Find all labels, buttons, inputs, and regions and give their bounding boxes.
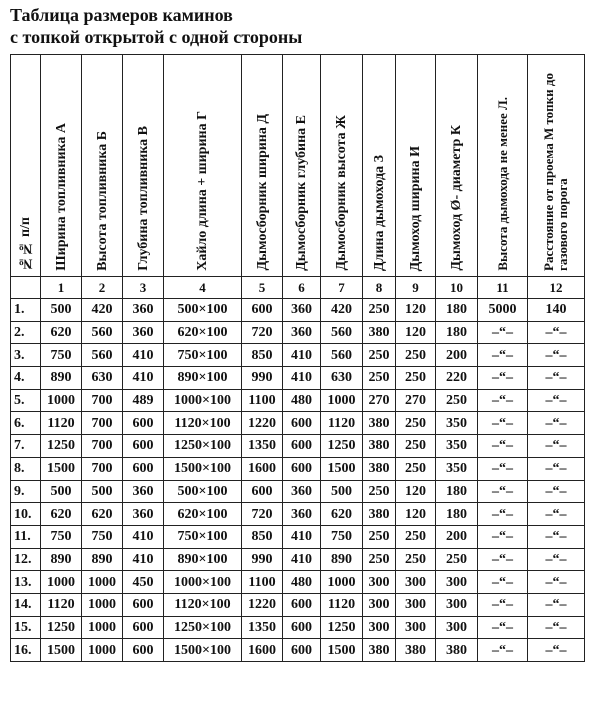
table-cell: 1120 xyxy=(41,593,82,616)
table-cell: 410 xyxy=(123,525,164,548)
table-cell: 450 xyxy=(123,571,164,594)
table-cell: 360 xyxy=(283,503,321,526)
table-cell: 700 xyxy=(82,389,123,412)
header-cell xyxy=(436,55,478,277)
table-cell: 600 xyxy=(283,616,321,639)
table-cell: 1000 xyxy=(82,616,123,639)
table-cell: 410 xyxy=(283,367,321,390)
header-row xyxy=(11,55,585,277)
column-number: 3 xyxy=(123,277,164,299)
header-cell xyxy=(283,55,321,277)
row-number-cell: 4. xyxy=(11,367,41,390)
table-cell: 890 xyxy=(41,548,82,571)
table-cell: 750×100 xyxy=(164,525,242,548)
column-number: 12 xyxy=(528,277,585,299)
header-cell xyxy=(396,55,436,277)
table-cell: 410 xyxy=(123,548,164,571)
column-number: 8 xyxy=(363,277,396,299)
column-number: 4 xyxy=(164,277,242,299)
table-cell: 250 xyxy=(363,367,396,390)
table-cell: 1100 xyxy=(242,571,283,594)
table-cell: –“– xyxy=(478,321,528,344)
header-cell xyxy=(82,55,123,277)
table-row xyxy=(11,480,585,503)
table-cell: 120 xyxy=(396,321,436,344)
table-cell: 1000 xyxy=(321,571,363,594)
table-cell: 300 xyxy=(396,571,436,594)
table-cell: –“– xyxy=(478,389,528,412)
table-cell: 300 xyxy=(363,593,396,616)
table-cell: 380 xyxy=(363,457,396,480)
column-number: 11 xyxy=(478,277,528,299)
table-cell: 560 xyxy=(321,321,363,344)
fireplace-size-table xyxy=(10,54,585,662)
table-cell: 180 xyxy=(436,321,478,344)
table-cell: 1120×100 xyxy=(164,593,242,616)
table-cell: –“– xyxy=(528,321,585,344)
table-row xyxy=(11,503,585,526)
table-cell: 250 xyxy=(363,344,396,367)
table-cell: 600 xyxy=(283,593,321,616)
table-cell: 1120×100 xyxy=(164,412,242,435)
table-cell: –“– xyxy=(528,548,585,571)
table-cell: 380 xyxy=(363,435,396,458)
table-cell: 350 xyxy=(436,412,478,435)
column-number: 6 xyxy=(283,277,321,299)
table-cell: 1220 xyxy=(242,593,283,616)
table-cell: 480 xyxy=(283,571,321,594)
table-cell: 300 xyxy=(436,616,478,639)
table-cell: 620×100 xyxy=(164,503,242,526)
table-cell: –“– xyxy=(528,367,585,390)
table-cell: 990 xyxy=(242,367,283,390)
table-cell: 1500×100 xyxy=(164,639,242,662)
table-cell: 1000×100 xyxy=(164,571,242,594)
header-cell xyxy=(242,55,283,277)
header-label: Высота топливника Б xyxy=(94,131,110,271)
header-label: Длина дымохода З xyxy=(371,154,387,271)
table-cell: 720 xyxy=(242,321,283,344)
table-cell: 990 xyxy=(242,548,283,571)
table-cell: 1100 xyxy=(242,389,283,412)
table-cell: 220 xyxy=(436,367,478,390)
table-cell: –“– xyxy=(478,639,528,662)
table-cell: 500×100 xyxy=(164,299,242,322)
table-cell: 300 xyxy=(436,593,478,616)
table-cell: –“– xyxy=(528,571,585,594)
table-row xyxy=(11,435,585,458)
row-number-cell: 16. xyxy=(11,639,41,662)
table-cell: 250 xyxy=(396,548,436,571)
table-cell: 360 xyxy=(283,480,321,503)
table-cell: 1500 xyxy=(321,457,363,480)
header-label: Дымоход Ø- диаметр К xyxy=(449,125,464,271)
table-cell: 300 xyxy=(363,616,396,639)
table-row xyxy=(11,616,585,639)
row-number-cell: 3. xyxy=(11,344,41,367)
table-cell: –“– xyxy=(528,389,585,412)
table-cell: 250 xyxy=(363,525,396,548)
table-cell: –“– xyxy=(528,435,585,458)
header-label: Дымоход ширина И xyxy=(408,145,423,271)
table-cell: –“– xyxy=(528,593,585,616)
table-cell: –“– xyxy=(478,457,528,480)
table-cell: 600 xyxy=(123,412,164,435)
header-cell xyxy=(478,55,528,277)
header-label: Ширина топливника А xyxy=(53,123,69,271)
table-row xyxy=(11,344,585,367)
row-number-cell: 10. xyxy=(11,503,41,526)
table-cell: 560 xyxy=(82,321,123,344)
table-cell: 1250 xyxy=(41,435,82,458)
table-cell: –“– xyxy=(478,525,528,548)
table-cell: 380 xyxy=(363,412,396,435)
table-cell: 380 xyxy=(363,639,396,662)
table-cell: 270 xyxy=(396,389,436,412)
table-cell: 890 xyxy=(82,548,123,571)
table-cell: 120 xyxy=(396,299,436,322)
table-cell: 620 xyxy=(82,503,123,526)
table-cell: 300 xyxy=(396,616,436,639)
table-cell: 720 xyxy=(242,503,283,526)
table-cell: 380 xyxy=(363,321,396,344)
table-cell: –“– xyxy=(528,457,585,480)
table-cell: 700 xyxy=(82,412,123,435)
table-cell: –“– xyxy=(478,480,528,503)
table-cell: 1250×100 xyxy=(164,435,242,458)
table-cell: 1120 xyxy=(321,412,363,435)
table-cell: 200 xyxy=(436,344,478,367)
table-cell: 1250 xyxy=(321,616,363,639)
table-cell: 600 xyxy=(123,616,164,639)
table-cell: 410 xyxy=(283,548,321,571)
table-row xyxy=(11,412,585,435)
header-label: Дымосборник ширина Д xyxy=(254,114,270,271)
table-cell: –“– xyxy=(478,367,528,390)
table-cell: 360 xyxy=(123,321,164,344)
table-cell: 630 xyxy=(82,367,123,390)
table-cell: 600 xyxy=(283,435,321,458)
table-cell: 300 xyxy=(436,571,478,594)
table-cell: 350 xyxy=(436,435,478,458)
table-cell: 250 xyxy=(436,548,478,571)
header-label: Дымосборник высота Ж xyxy=(334,115,349,271)
table-cell: 1250 xyxy=(41,616,82,639)
table-cell: –“– xyxy=(478,548,528,571)
header-cell xyxy=(11,55,41,277)
table-cell: –“– xyxy=(478,616,528,639)
table-cell: 750 xyxy=(41,525,82,548)
table-cell: 1500×100 xyxy=(164,457,242,480)
table-cell: 850 xyxy=(242,525,283,548)
table-cell: –“– xyxy=(478,571,528,594)
table-cell: 250 xyxy=(363,548,396,571)
table-cell: 600 xyxy=(283,639,321,662)
row-number-cell: 6. xyxy=(11,412,41,435)
table-cell: 890×100 xyxy=(164,367,242,390)
column-number: 1 xyxy=(41,277,82,299)
header-label: Глубина топливника В xyxy=(135,126,151,271)
table-cell: –“– xyxy=(528,344,585,367)
table-cell: 600 xyxy=(123,435,164,458)
table-cell: 1000 xyxy=(82,639,123,662)
table-cell: 1000 xyxy=(321,389,363,412)
table-cell: –“– xyxy=(478,593,528,616)
table-cell: 250 xyxy=(436,389,478,412)
header-cell xyxy=(363,55,396,277)
column-number: 10 xyxy=(436,277,478,299)
table-cell: 600 xyxy=(242,299,283,322)
header-cell xyxy=(321,55,363,277)
table-cell: 250 xyxy=(396,344,436,367)
table-cell: 420 xyxy=(82,299,123,322)
table-cell: 1220 xyxy=(242,412,283,435)
table-cell: 620 xyxy=(321,503,363,526)
table-cell: 560 xyxy=(321,344,363,367)
table-cell: 1250 xyxy=(321,435,363,458)
table-cell: 500 xyxy=(41,480,82,503)
page-title xyxy=(10,4,302,48)
header-cell xyxy=(528,55,585,277)
table-cell: 250 xyxy=(396,457,436,480)
table-cell: 360 xyxy=(283,321,321,344)
table-cell: 250 xyxy=(396,412,436,435)
row-number-cell: 15. xyxy=(11,616,41,639)
table-cell: 500 xyxy=(82,480,123,503)
table-row xyxy=(11,593,585,616)
table-cell: 360 xyxy=(283,299,321,322)
column-number: 7 xyxy=(321,277,363,299)
table-row xyxy=(11,321,585,344)
table-cell: 600 xyxy=(123,639,164,662)
table-cell: 1500 xyxy=(41,457,82,480)
row-number-cell: 2. xyxy=(11,321,41,344)
table-cell: 380 xyxy=(436,639,478,662)
row-number-cell: 8. xyxy=(11,457,41,480)
table-cell: 750 xyxy=(82,525,123,548)
table-cell: 380 xyxy=(396,639,436,662)
table-cell: 600 xyxy=(283,457,321,480)
table-cell: 140 xyxy=(528,299,585,322)
table-cell: 120 xyxy=(396,480,436,503)
table-cell: 560 xyxy=(82,344,123,367)
title-line-1: Таблица размеров каминов xyxy=(10,5,233,25)
table-cell: 270 xyxy=(363,389,396,412)
table-cell: 350 xyxy=(436,457,478,480)
table-cell: –“– xyxy=(478,503,528,526)
table-cell: 1350 xyxy=(242,435,283,458)
table-cell: –“– xyxy=(528,525,585,548)
table-cell: –“– xyxy=(478,435,528,458)
header-cell xyxy=(123,55,164,277)
header-cell xyxy=(164,55,242,277)
table-cell: 250 xyxy=(363,299,396,322)
table-cell: 500 xyxy=(41,299,82,322)
row-number-cell: 9. xyxy=(11,480,41,503)
table-row xyxy=(11,367,585,390)
table-cell: –“– xyxy=(528,480,585,503)
row-number-cell: 11. xyxy=(11,525,41,548)
row-number-cell: 14. xyxy=(11,593,41,616)
table-cell: 489 xyxy=(123,389,164,412)
table-row xyxy=(11,299,585,322)
table-cell: 250 xyxy=(396,525,436,548)
table-cell: 180 xyxy=(436,503,478,526)
table-cell: 500×100 xyxy=(164,480,242,503)
table-cell: 1600 xyxy=(242,457,283,480)
table-cell: 410 xyxy=(283,525,321,548)
table-cell: 300 xyxy=(396,593,436,616)
table-cell: 620 xyxy=(41,321,82,344)
table-cell: 300 xyxy=(363,571,396,594)
column-number: 2 xyxy=(82,277,123,299)
table-cell: 1000 xyxy=(82,593,123,616)
table-cell: 890 xyxy=(41,367,82,390)
table-cell: 600 xyxy=(123,457,164,480)
table-cell: 1000×100 xyxy=(164,389,242,412)
table-row xyxy=(11,548,585,571)
row-number-cell: 7. xyxy=(11,435,41,458)
header-label: Дымосборник глубина Е xyxy=(294,115,309,271)
header-label: Хайло длина + ширина Г xyxy=(195,111,210,271)
table-cell: –“– xyxy=(478,344,528,367)
table-cell: 750 xyxy=(41,344,82,367)
table-cell: 410 xyxy=(123,367,164,390)
table-cell: 1250×100 xyxy=(164,616,242,639)
table-cell: 750×100 xyxy=(164,344,242,367)
table-row xyxy=(11,639,585,662)
table-cell: 850 xyxy=(242,344,283,367)
table-cell: 5000 xyxy=(478,299,528,322)
table-row xyxy=(11,389,585,412)
table-cell: 410 xyxy=(283,344,321,367)
table-cell: 890 xyxy=(321,548,363,571)
header-label: Расстояние от проема М топки до газового порога xyxy=(541,73,570,271)
table-cell: –“– xyxy=(528,503,585,526)
table-cell: 600 xyxy=(283,412,321,435)
table-cell: 410 xyxy=(123,344,164,367)
row-number-cell: 5. xyxy=(11,389,41,412)
table-cell: 180 xyxy=(436,299,478,322)
table-cell: –“– xyxy=(528,639,585,662)
table-cell: 630 xyxy=(321,367,363,390)
table-cell: –“– xyxy=(528,616,585,639)
table-cell: 360 xyxy=(123,299,164,322)
row-number-cell: 13. xyxy=(11,571,41,594)
table-cell: –“– xyxy=(528,412,585,435)
table-cell: 620×100 xyxy=(164,321,242,344)
table-cell: 250 xyxy=(363,480,396,503)
table-cell: 1120 xyxy=(41,412,82,435)
table-cell: 1000 xyxy=(41,571,82,594)
table-cell: 700 xyxy=(82,457,123,480)
column-number-row xyxy=(11,277,585,299)
table-cell: 360 xyxy=(123,503,164,526)
table-cell: 600 xyxy=(123,593,164,616)
table-cell: 360 xyxy=(123,480,164,503)
table-cell: 480 xyxy=(283,389,321,412)
table-cell: 890×100 xyxy=(164,548,242,571)
table-cell: 250 xyxy=(396,435,436,458)
table-row xyxy=(11,457,585,480)
table-cell: 500 xyxy=(321,480,363,503)
row-number-cell: 12. xyxy=(11,548,41,571)
table-cell: 180 xyxy=(436,480,478,503)
table-cell: 750 xyxy=(321,525,363,548)
table-cell: 1000 xyxy=(82,571,123,594)
table-cell: 200 xyxy=(436,525,478,548)
table-cell: 1000 xyxy=(41,389,82,412)
table-row xyxy=(11,525,585,548)
header-label: Высота дымохода не менее Л. xyxy=(494,97,510,271)
table-cell: 380 xyxy=(363,503,396,526)
column-number: 5 xyxy=(242,277,283,299)
table-cell: 1350 xyxy=(242,616,283,639)
table-cell: 1500 xyxy=(321,639,363,662)
table-cell: –“– xyxy=(478,412,528,435)
column-number: 9 xyxy=(396,277,436,299)
row-number-cell: 1. xyxy=(11,299,41,322)
table-cell: 1120 xyxy=(321,593,363,616)
table-cell: 1600 xyxy=(242,639,283,662)
column-number xyxy=(11,277,41,299)
table-cell: 250 xyxy=(396,367,436,390)
header-cell xyxy=(41,55,82,277)
table-cell: 120 xyxy=(396,503,436,526)
table-cell: 420 xyxy=(321,299,363,322)
title-line-2: с топкой открытой с одной стороны xyxy=(10,27,303,47)
table-cell: 1500 xyxy=(41,639,82,662)
table-cell: 600 xyxy=(242,480,283,503)
table-body xyxy=(11,299,585,662)
table-row xyxy=(11,571,585,594)
header-label: №№ п/п xyxy=(18,217,33,271)
table-cell: 620 xyxy=(41,503,82,526)
table-cell: 700 xyxy=(82,435,123,458)
